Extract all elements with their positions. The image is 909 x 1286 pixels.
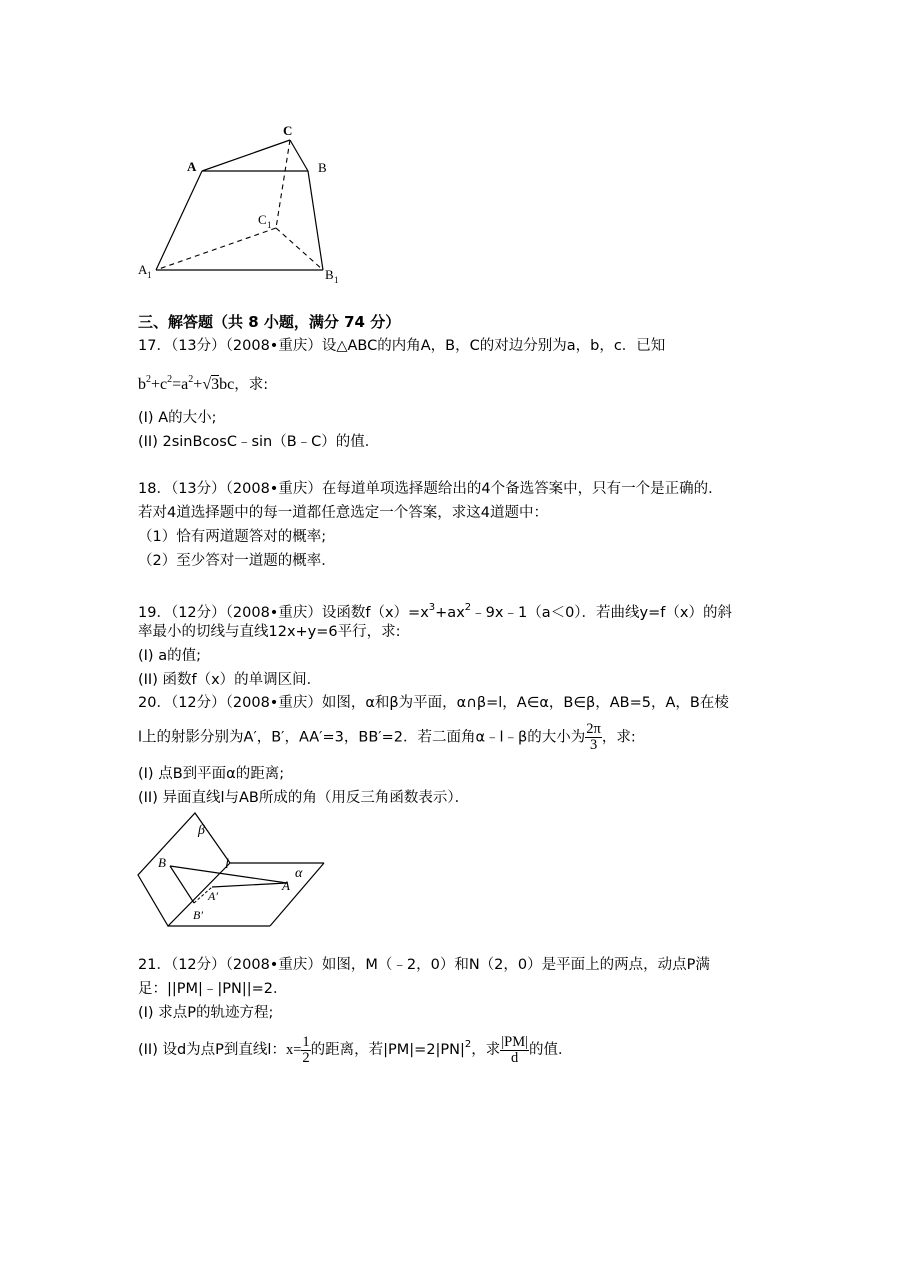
label-alpha: α bbox=[295, 866, 303, 881]
label-B1: B bbox=[325, 267, 334, 282]
q21-fraction-half: $\frac{1}{2}$ bbox=[302, 1033, 310, 1066]
section-title: 三、解答题（共 8 小题，满分 74 分） bbox=[138, 313, 401, 331]
q18-part2: （2）至少答对一道题的概率． bbox=[138, 553, 336, 569]
q17-part2: (II) 2sinBcosC﹣sin（B﹣C）的值． bbox=[138, 434, 380, 450]
q21-part1: (I) 求点P的轨迹方程; bbox=[138, 1005, 274, 1021]
label-A-prime: A′ bbox=[208, 889, 218, 903]
q18-part1: （1）恰有两道题答对的概率; bbox=[138, 529, 327, 545]
label-A: A bbox=[282, 878, 290, 893]
q17-line1: 17．（13分）（2008•重庆）设△ABC的内角A，B，C的对边分别为a，b，c．已知 bbox=[138, 338, 666, 354]
q19-part2: (II) 函数f（x）的单调区间． bbox=[138, 672, 322, 688]
q19-line2: 率最小的切线与直线12x+y=6平行，求: bbox=[138, 624, 401, 640]
label-C1-sub: 1 bbox=[267, 220, 272, 230]
label-A1-sub: 1 bbox=[147, 270, 152, 280]
q19-line1: 19．（12分）（2008•重庆）设函数$f(x)=x^3+ax^2﹣9x﹣1(a<0)$．若曲线y=f（x）的斜 bbox=[138, 602, 732, 621]
q21-line2: 足：||PM|﹣|PN||=2． bbox=[138, 981, 288, 997]
q17-equation: $b^2+c^2=a^2+√3bc$，求: bbox=[138, 374, 269, 393]
frustum-figure bbox=[130, 118, 360, 286]
label-C1: C bbox=[258, 212, 267, 227]
q21-part2: (II) 设d为点P到直线l：x= $\frac{1}{2}$ 的距离，若$|PM|=2|PN|^2$，求 $\frac{|PM|}{d}$ 的值． bbox=[138, 1033, 573, 1066]
label-l: l bbox=[225, 857, 229, 872]
label-C: C bbox=[283, 123, 293, 138]
q18-line2: 若对4道选择题中的每一道都任意选定一个答案，求这4道题中： bbox=[138, 505, 548, 521]
q20-fraction: $\frac{2\pi}{3}$ bbox=[586, 721, 601, 753]
label-A1: A bbox=[138, 262, 148, 277]
q19-part1: (I) a的值; bbox=[138, 648, 201, 664]
q20-part1: (I) 点B到平面α的距离; bbox=[138, 766, 285, 782]
label-A: A bbox=[187, 159, 197, 174]
q21-fraction-pm-d: $\frac{|PM|}{d}$ bbox=[501, 1033, 529, 1066]
label-B-prime: B′ bbox=[193, 908, 203, 922]
label-B: B bbox=[318, 160, 327, 175]
q18-line1: 18．（13分）（2008•重庆）在每道单项选择题给出的4个备选答案中，只有一个是正确的． bbox=[138, 481, 723, 497]
q21-line1: 21．（12分）（2008•重庆）如图，M（﹣2，0）和N（2，0）是平面上的两点，动点P满 bbox=[138, 957, 710, 973]
label-B1-sub: 1 bbox=[334, 275, 339, 285]
label-B: B bbox=[158, 855, 166, 870]
label-beta: β bbox=[198, 823, 205, 838]
dihedral-figure bbox=[132, 810, 332, 932]
q20-line1: 20．（12分）（2008•重庆）如图，α和β为平面，α∩β=l，A∈α，B∈β，AB=5，A，B在棱 bbox=[138, 695, 729, 711]
q20-part2: (II) 异面直线l与AB所成的角（用反三角函数表示）． bbox=[138, 790, 470, 806]
q20-line2: l上的射影分别为A′，B′，AA′=3，BB′=2．若二面角α﹣l﹣β的大小为 $\frac{2\pi}{3}$ ，求: bbox=[138, 721, 636, 753]
q17-part1: (I) A的大小; bbox=[138, 410, 217, 426]
